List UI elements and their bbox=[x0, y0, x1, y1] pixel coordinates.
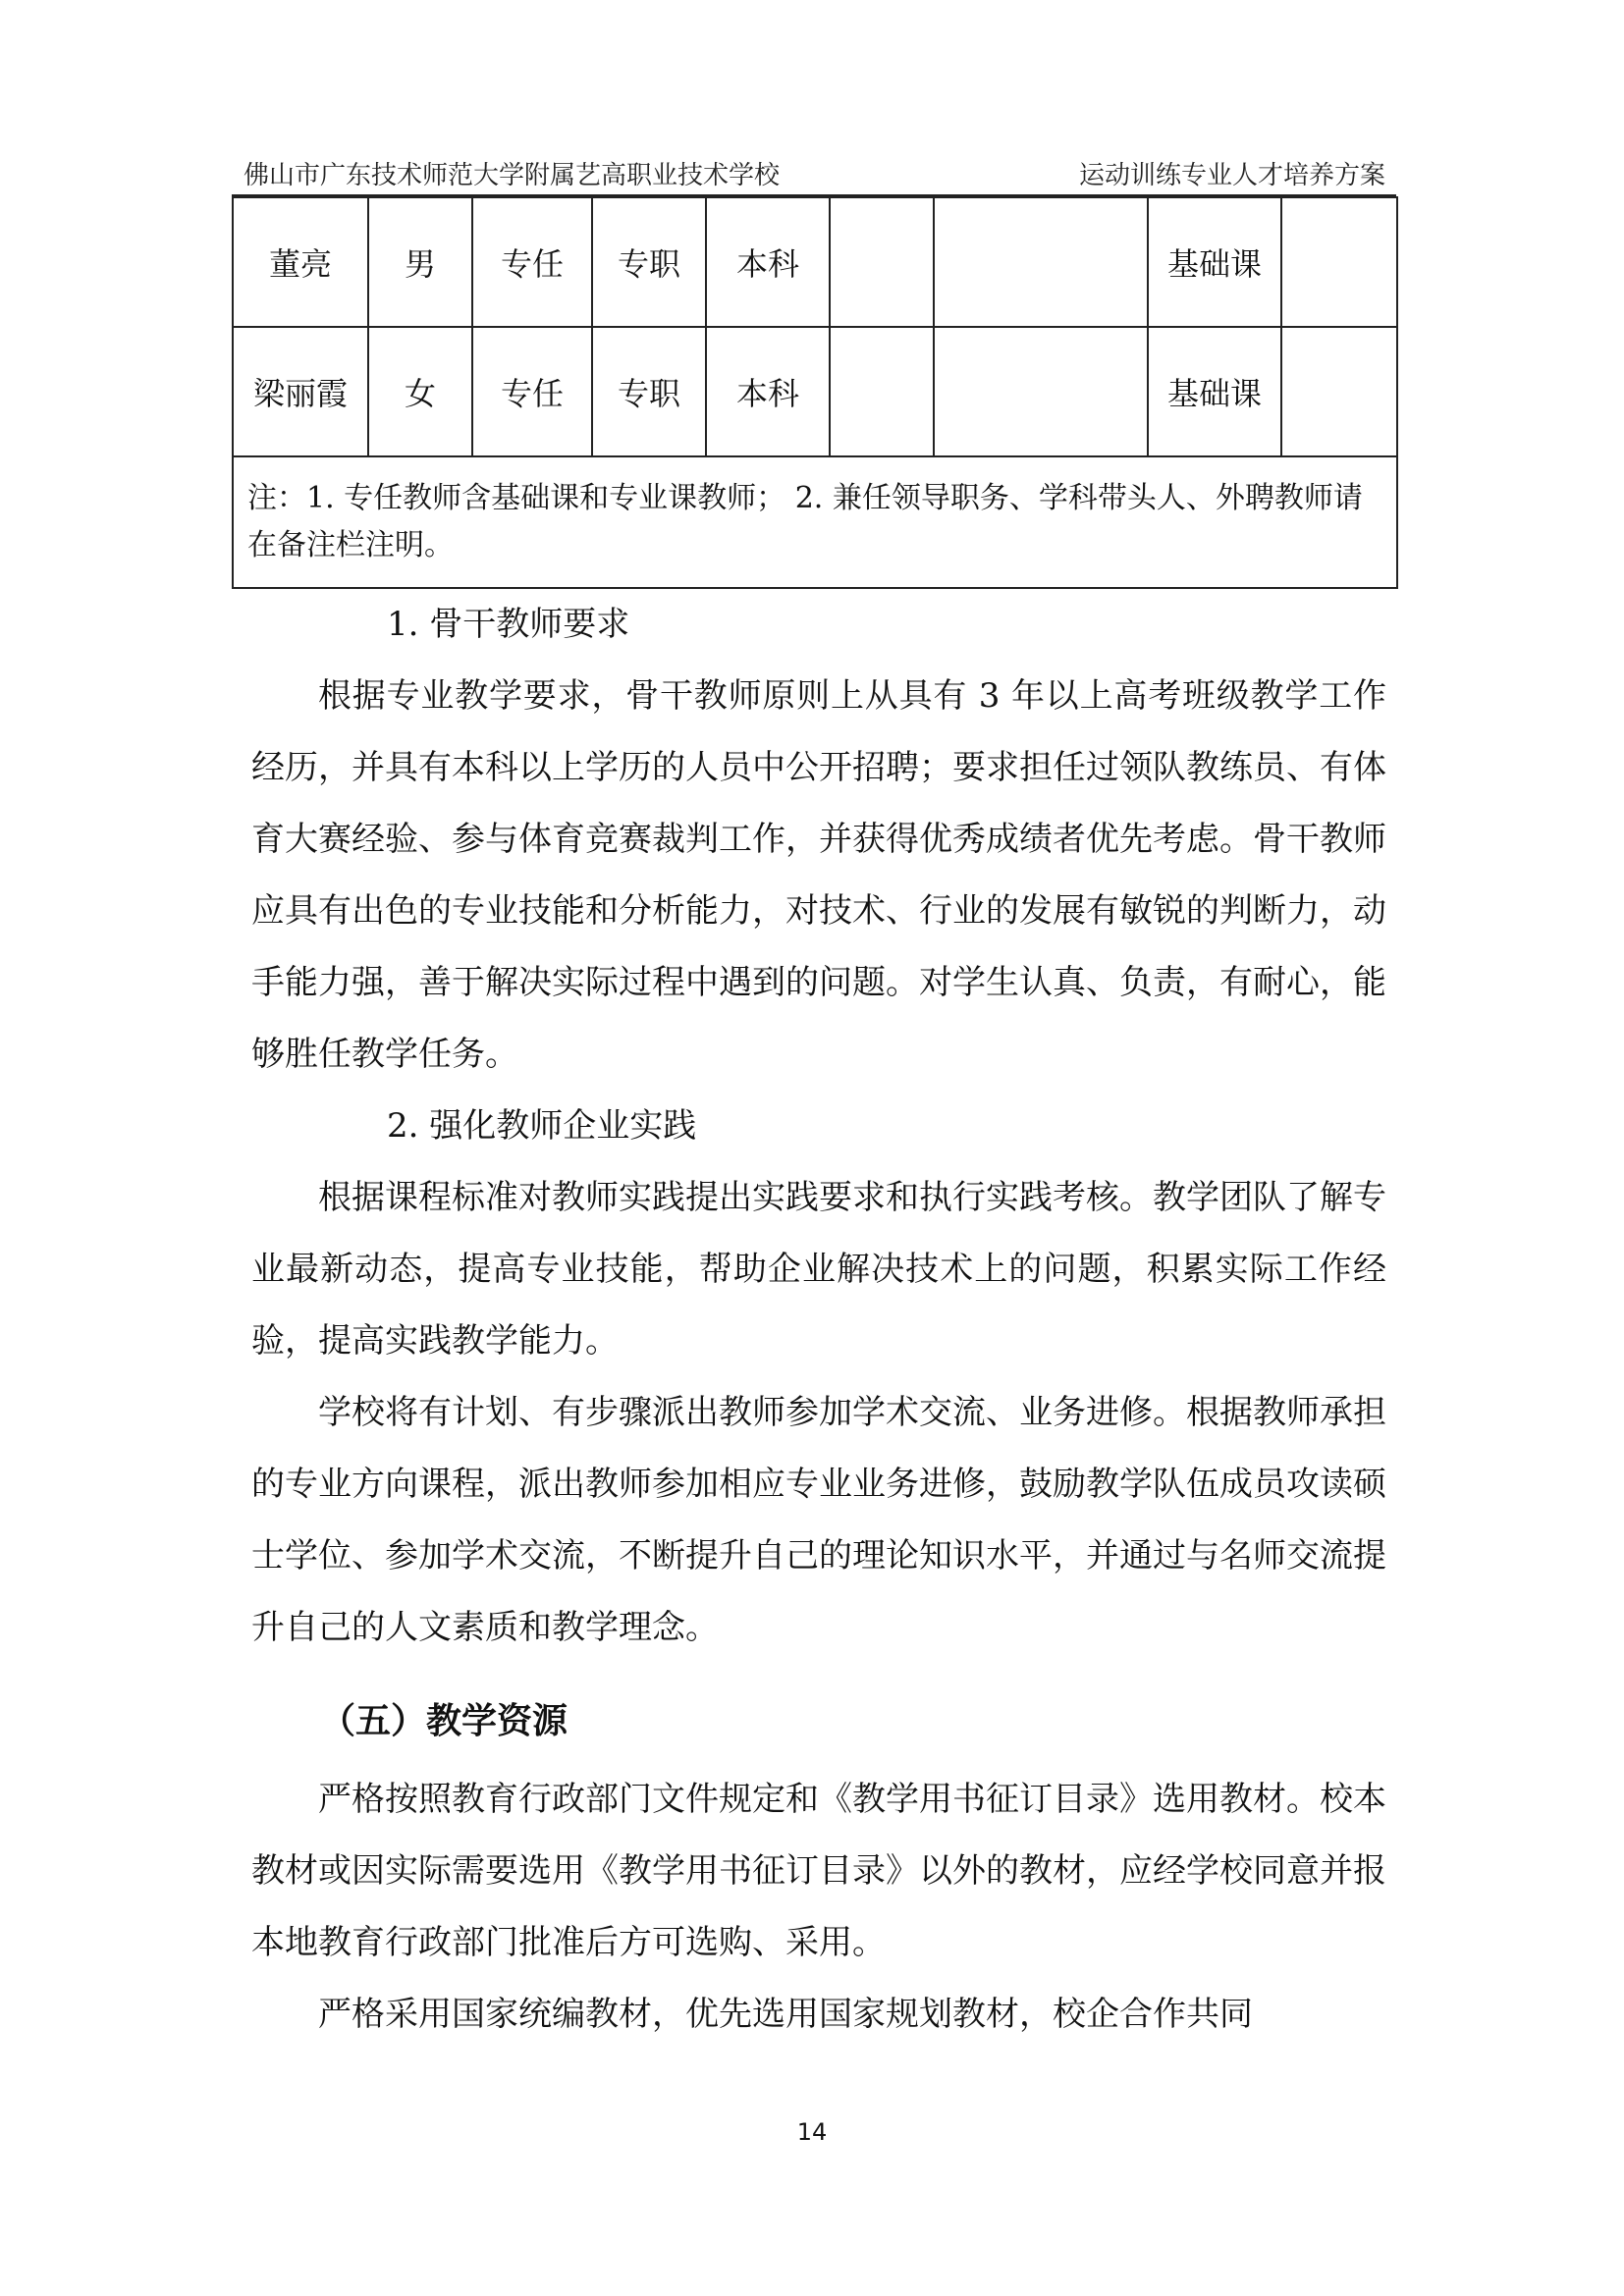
paragraph-textbook-selection: 严格按照教育行政部门文件规定和《教学用书征订目录》选用教材。校本教材或因实际需要选用《教学用书征订目录》以外的教材，应经学校同意并报本地教育行政部门批准后方可选购、采用。 bbox=[251, 1780, 1386, 1962]
section-title-teaching-resources: （五）教学资源 bbox=[320, 1700, 568, 1741]
table-row bbox=[233, 197, 1397, 327]
paragraph-backbone-teachers: 根据专业教学要求，骨干教师原则上从具有 3 年以上高考班级教学工作经历，并具有本科以上学历的人员中公开招聘；要求担任过领队教练员、有体育大赛经验、参与体育竞赛裁判工作，并获得优秀成绩者优先考虑。骨干教师应具有出色的专业技能和分析能力，对技术、行业的发展有敏锐的判断力，动手能力强，善于解决实际过程中遇到的问题。对学生认真、负责，有耐心，能够胜任教学任务。 bbox=[251, 676, 1386, 1074]
table-note-row bbox=[233, 456, 1397, 588]
table-cell bbox=[934, 327, 1148, 456]
teacher-remark bbox=[1281, 197, 1397, 327]
page-header bbox=[244, 160, 1385, 191]
header-document-title: 运动训练专业人才培养方案 bbox=[1078, 161, 1385, 190]
table-row bbox=[233, 327, 1397, 456]
teacher-post: 专职 bbox=[592, 197, 706, 327]
teacher-type: 专任 bbox=[472, 327, 592, 456]
teacher-education: 本科 bbox=[706, 327, 830, 456]
page-number: 14 bbox=[796, 2118, 828, 2146]
table-cell bbox=[830, 197, 934, 327]
teacher-name: 董亮 bbox=[233, 197, 368, 327]
table-note: 注：1. 专任教师含基础课和专业课教师； 2. 兼任领导职务、学科带头人、外聘教师请在备注栏注明。 bbox=[233, 456, 1397, 588]
paragraph-training: 学校将有计划、有步骤派出教师参加学术交流、业务进修。根据教师承担的专业方向课程，派出教师参加相应专业业务进修，鼓励教学队伍成员攻读硕士学位、参加学术交流，不断提升自己的理论知识水平，并通过与名师交流提升自己的人文素质和教学理念。 bbox=[251, 1393, 1386, 1647]
teacher-course: 基础课 bbox=[1148, 327, 1281, 456]
teacher-course: 基础课 bbox=[1148, 197, 1281, 327]
teacher-gender: 男 bbox=[368, 197, 472, 327]
header-school-name: 佛山市广东技术师范大学附属艺高职业技术学校 bbox=[244, 161, 781, 190]
teacher-gender: 女 bbox=[368, 327, 472, 456]
table-cell bbox=[934, 197, 1148, 327]
staff-table bbox=[232, 196, 1398, 589]
table-cell bbox=[830, 327, 934, 456]
paragraph-enterprise-practice: 根据课程标准对教师实践提出实践要求和执行实践考核。教学团队了解专业最新动态，提高专业技能，帮助企业解决技术上的问题，积累实际工作经验，提高实践教学能力。 bbox=[251, 1178, 1386, 1361]
subsection-title-backbone-teachers: 1. 骨干教师要求 bbox=[387, 605, 630, 644]
teacher-type: 专任 bbox=[472, 197, 592, 327]
subsection-title-enterprise-practice: 2. 强化教师企业实践 bbox=[387, 1106, 697, 1146]
teacher-name: 梁丽霞 bbox=[233, 327, 368, 456]
document-body bbox=[251, 589, 1386, 2051]
teacher-remark bbox=[1281, 327, 1397, 456]
teacher-post: 专职 bbox=[592, 327, 706, 456]
teacher-education: 本科 bbox=[706, 197, 830, 327]
paragraph-textbook-adoption: 严格采用国家统编教材，优先选用国家规划教材，校企合作共同 bbox=[318, 1995, 1253, 2034]
